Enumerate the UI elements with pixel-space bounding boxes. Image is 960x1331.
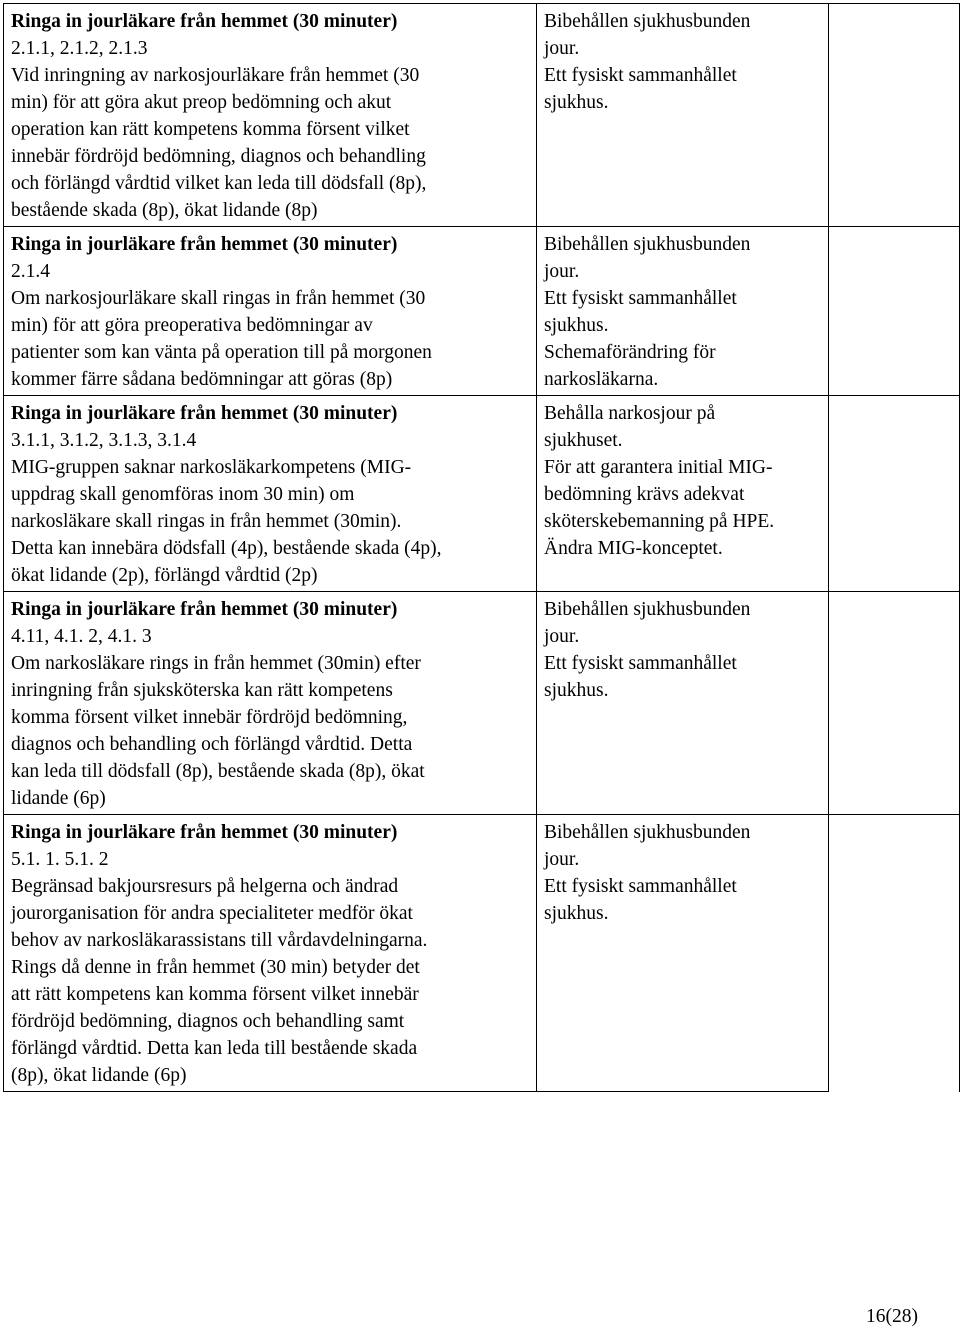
body-line: diagnos och behandling och förlängd vårdtid. Detta [11, 734, 413, 755]
risk-description-cell [4, 4, 537, 227]
page-number: 16(28) [866, 1306, 918, 1327]
action-line: Ett fysiskt sammanhållet [544, 288, 737, 309]
body-line: Detta kan innebära dödsfall (4p), bestående skada (4p), [11, 538, 442, 559]
action-line: sjukhus. [544, 680, 609, 701]
action-line: bedömning krävs adekvat [544, 484, 745, 505]
row-refs: 2.1.1, 2.1.2, 2.1.3 [11, 38, 148, 59]
body-line: fördröjd bedömning, diagnos och behandling samt [11, 1011, 405, 1032]
risk-description-cell [4, 592, 537, 815]
empty-cell [829, 592, 960, 815]
body-line: Vid inringning av narkosjourläkare från hemmet (30 [11, 65, 420, 86]
action-cell [537, 396, 829, 592]
body-line: lidande (6p) [11, 788, 106, 809]
body-line: komma försent vilket innebär fördröjd bedömning, [11, 707, 408, 728]
row-title: Ringa in jourläkare från hemmet (30 minuter) [11, 403, 398, 424]
body-line: (8p), ökat lidande (6p) [11, 1065, 187, 1086]
action-line: narkosläkarna. [544, 369, 659, 390]
action-line: jour. [544, 261, 580, 282]
action-cell [537, 4, 829, 227]
body-line: inringning från sjuksköterska kan rätt kompetens [11, 680, 393, 701]
row-refs: 4.11, 4.1. 2, 4.1. 3 [11, 626, 152, 647]
body-line: patienter som kan vänta på operation till på morgonen [11, 342, 432, 363]
body-line: MIG-gruppen saknar narkosläkarkompetens (MIG- [11, 457, 412, 478]
action-line: För att garantera initial MIG- [544, 457, 773, 478]
body-line: operation kan rätt kompetens komma försent vilket [11, 119, 410, 140]
body-line: Rings då denne in från hemmet (30 min) betyder det [11, 957, 420, 978]
action-line: jour. [544, 849, 580, 870]
body-line: kan leda till dödsfall (8p), bestående skada (8p), ökat [11, 761, 425, 782]
table-row [4, 396, 960, 592]
body-line: Om narkosläkare rings in från hemmet (30min) efter [11, 653, 421, 674]
body-line: Om narkosjourläkare skall ringas in från hemmet (30 [11, 288, 426, 309]
action-line: Bibehållen sjukhusbunden [544, 822, 751, 843]
action-line: sjukhus. [544, 315, 609, 336]
body-line: narkosläkare skall ringas in från hemmet (30min). [11, 511, 402, 532]
action-line: Ändra MIG-konceptet. [544, 538, 723, 559]
table-row [4, 227, 960, 396]
action-cell [537, 815, 829, 1092]
action-cell [537, 592, 829, 815]
body-line: ökat lidande (2p), förlängd vårdtid (2p) [11, 565, 318, 586]
body-line: uppdrag skall genomföras inom 30 min) om [11, 484, 355, 505]
action-cell [537, 227, 829, 396]
empty-cell [829, 227, 960, 396]
action-line: Bibehållen sjukhusbunden [544, 11, 751, 32]
body-line: min) för att göra akut preop bedömning och akut [11, 92, 392, 113]
row-title: Ringa in jourläkare från hemmet (30 minuter) [11, 234, 398, 255]
risk-description-cell [4, 396, 537, 592]
action-line: Ett fysiskt sammanhållet [544, 876, 737, 897]
empty-cell [829, 4, 960, 227]
row-refs: 5.1. 1. 5.1. 2 [11, 849, 109, 870]
action-line: Behålla narkosjour på [544, 403, 716, 424]
body-line: min) för att göra preoperativa bedömningar av [11, 315, 373, 336]
row-title: Ringa in jourläkare från hemmet (30 minuter) [11, 11, 398, 32]
action-line: jour. [544, 626, 580, 647]
body-line: att rätt kompetens kan komma försent vilket innebär [11, 984, 419, 1005]
action-line: Bibehållen sjukhusbunden [544, 234, 751, 255]
table-row [4, 815, 960, 1092]
action-line: Schemaförändring för [544, 342, 716, 363]
risk-table [3, 3, 960, 1092]
row-title: Ringa in jourläkare från hemmet (30 minuter) [11, 599, 398, 620]
empty-cell [829, 396, 960, 592]
risk-description-cell [4, 227, 537, 396]
body-line: kommer färre sådana bedömningar att göras (8p) [11, 369, 393, 390]
empty-cell [829, 815, 960, 1092]
table-row [4, 4, 960, 227]
risk-description-cell [4, 815, 537, 1092]
row-title: Ringa in jourläkare från hemmet (30 minuter) [11, 822, 398, 843]
action-line: Ett fysiskt sammanhållet [544, 653, 737, 674]
body-line: förlängd vårdtid. Detta kan leda till bestående skada [11, 1038, 418, 1059]
body-line: och förlängd vårdtid vilket kan leda till dödsfall (8p), [11, 173, 427, 194]
action-line: sjukhus. [544, 92, 609, 113]
action-line: Ett fysiskt sammanhållet [544, 65, 737, 86]
body-line: Begränsad bakjoursresurs på helgerna och ändrad [11, 876, 399, 897]
action-line: sjukhus. [544, 903, 609, 924]
action-line: Bibehållen sjukhusbunden [544, 599, 751, 620]
body-line: behov av narkosläkarassistans till vårdavdelningarna. [11, 930, 428, 951]
body-line: bestående skada (8p), ökat lidande (8p) [11, 200, 318, 221]
action-line: jour. [544, 38, 580, 59]
body-line: jourorganisation för andra specialiteter medför ökat [11, 903, 413, 924]
row-refs: 3.1.1, 3.1.2, 3.1.3, 3.1.4 [11, 430, 197, 451]
action-line: sköterskebemanning på HPE. [544, 511, 775, 532]
body-line: innebär fördröjd bedömning, diagnos och behandling [11, 146, 426, 167]
table-row [4, 592, 960, 815]
action-line: sjukhuset. [544, 430, 623, 451]
row-refs: 2.1.4 [11, 261, 50, 282]
